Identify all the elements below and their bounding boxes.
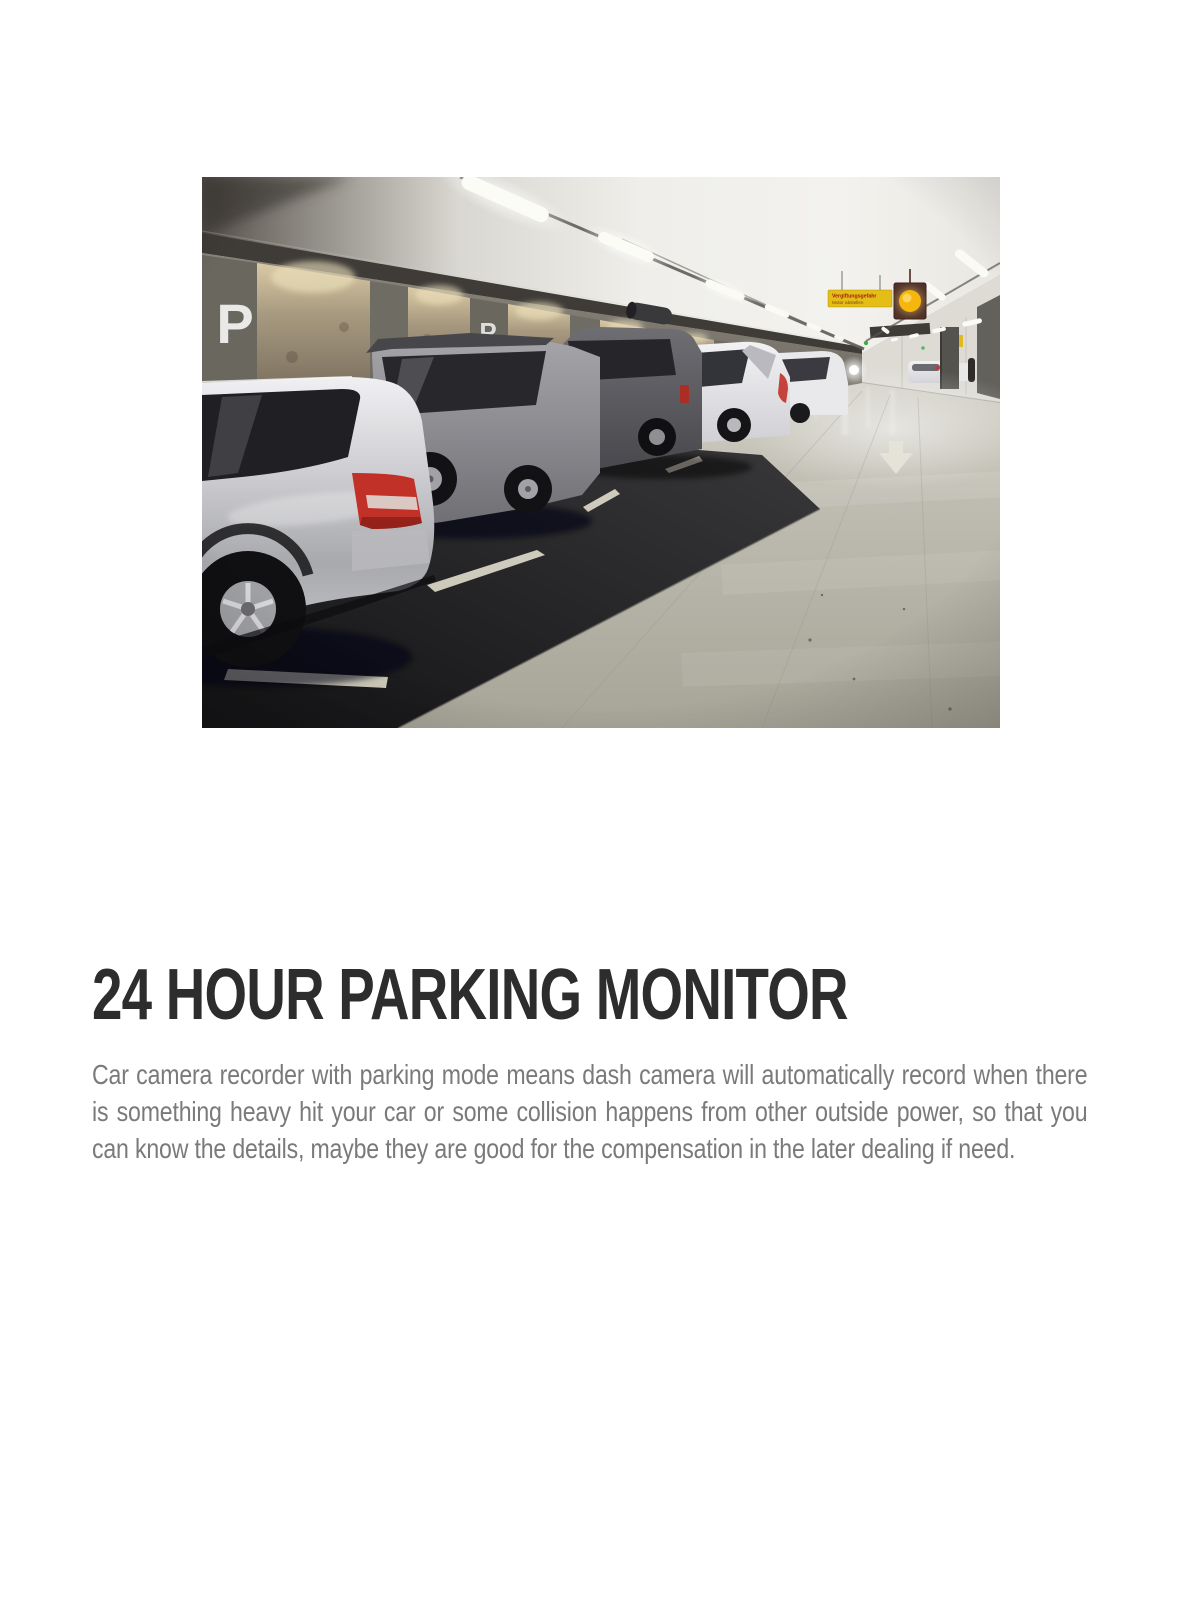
parking-garage-scene [202, 177, 1000, 728]
section-paragraph: Car camera recorder with parking mode means dash camera will automatically record when there is something heavy hit your car or some collision happens from other outside power, so that you can know the details, maybe they are good for the compensation in the later dealing if need. [92, 1059, 1088, 1164]
parking-garage-photo [202, 177, 1000, 728]
section-heading: 24 HOUR PARKING MONITOR [92, 955, 848, 1035]
photo-vignette [202, 177, 1000, 728]
